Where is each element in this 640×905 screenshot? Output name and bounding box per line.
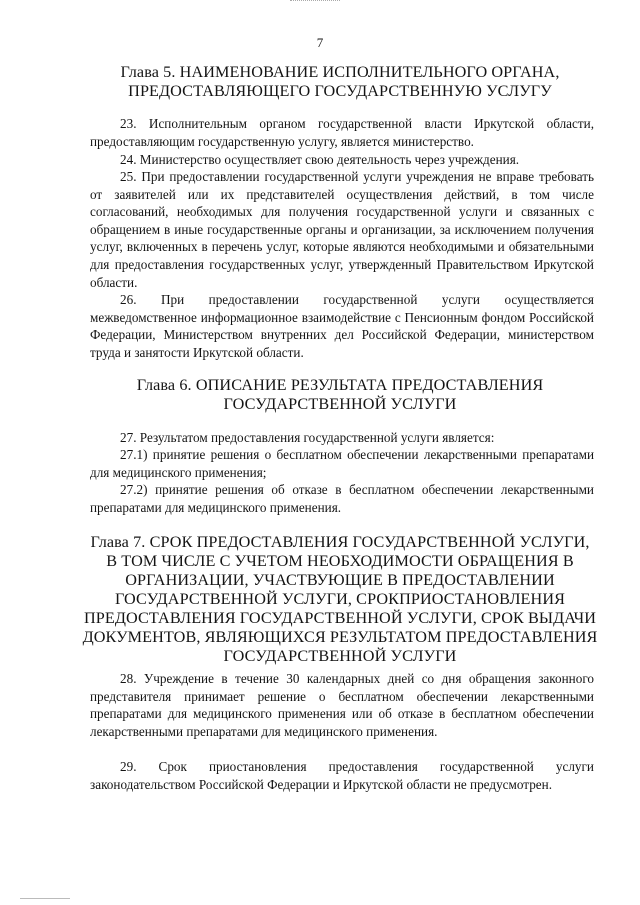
- paragraph-25: 25. При предоставлении государственной услуги учреждения не вправе требовать от заявителей или их представителей осуществления действий, в том числе согласований, необходимых для получения государственной услуги и связанных с обращением в иные государственные органы и организации, за исключением получения услуг, включенных в перечень услуг, которые являются необходимыми и обязательными для предоставления государственных услуг, утвержденный Правительством Иркутской области.: [90, 169, 594, 290]
- paragraph-26: 26. При предоставлении государственной услуги осуществляется межведомственное информационное взаимодействие с Пенсионным фондом Российской Федерации, Министерством внутренних дел Российской Федерации, министерством труда и занятости Иркутской области.: [90, 292, 594, 360]
- chapter7-title-line5: ПРЕДОСТАВЛЕНИЯ ГОСУДАРСТВЕННОЙ УСЛУГИ, СРОК ВЫДАЧИ: [83, 609, 597, 627]
- chapter7-title-line1: Глава 7. СРОК ПРЕДОСТАВЛЕНИЯ ГОСУДАРСТВЕННОЙ УСЛУГИ,: [90, 533, 590, 551]
- paragraph-29: 29. Срок приостановления предоставления государственной услуги законодательством Российской Федерации и Иркутской области не предусмотрен.: [90, 759, 594, 792]
- paragraph-27-2: 27.2) принятие решения об отказе в бесплатном обеспечении лекарственными препаратами для медицинского применения.: [90, 482, 594, 515]
- chapter6-title-line2: ГОСУДАРСТВЕННОЙ УСЛУГИ: [223, 395, 457, 413]
- chapter5-title-line2: ПРЕДОСТАВЛЯЮЩЕГО ГОСУДАРСТВЕННУЮ УСЛУГУ: [128, 82, 552, 100]
- paragraph-28: 28. Учреждение в течение 30 календарных дней со дня обращения законного представителя принимает решение о бесплатном обеспечении лекарственными препаратами для медицинского применения или об отказе в бесплатном обеспечении лекарственными препаратами для медицинского применения.: [90, 671, 594, 739]
- paragraph-23: 23. Исполнительным органом государственной власти Иркутской области, предоставляющим государственную услугу, является министерство.: [90, 116, 594, 149]
- chapter6-title-line1: Глава 6. ОПИСАНИЕ РЕЗУЛЬТАТА ПРЕДОСТАВЛЕНИЯ: [136, 376, 544, 394]
- page-number: 7: [316, 35, 324, 50]
- chapter7-title-line3: ОРГАНИЗАЦИИ, УЧАСТВУЮЩИЕ В ПРЕДОСТАВЛЕНИИ: [125, 571, 555, 589]
- scan-artifact-top: [290, 0, 340, 4]
- chapter7-title-line6: ДОКУМЕНТОВ, ЯВЛЯЮЩИХСЯ РЕЗУЛЬТАТОМ ПРЕДОСТАВЛЕНИЯ: [82, 628, 598, 646]
- chapter7-title-line2: В ТОМ ЧИСЛЕ С УЧЕТОМ НЕОБХОДИМОСТИ ОБРАЩЕНИЯ В: [106, 552, 574, 570]
- chapter7-title-line4: ГОСУДАРСТВЕННОЙ УСЛУГИ, СРОКПРИОСТАНОВЛЕНИЯ: [114, 590, 566, 608]
- paragraph-27: 27. Результатом предоставления государственной услуги является:: [120, 430, 495, 445]
- chapter5-title-line1: Глава 5. НАИМЕНОВАНИЕ ИСПОЛНИТЕЛЬНОГО ОРГАНА,: [120, 63, 560, 81]
- paragraph-24: 24. Министерство осуществляет свою деятельность через учреждения.: [120, 152, 520, 167]
- chapter7-title-line7: ГОСУДАРСТВЕННОЙ УСЛУГИ: [223, 647, 457, 665]
- paragraph-27-1: 27.1) принятие решения о бесплатном обеспечении лекарственными препаратами для медицинского применения;: [90, 447, 594, 480]
- scan-artifact-bottom: [20, 898, 70, 899]
